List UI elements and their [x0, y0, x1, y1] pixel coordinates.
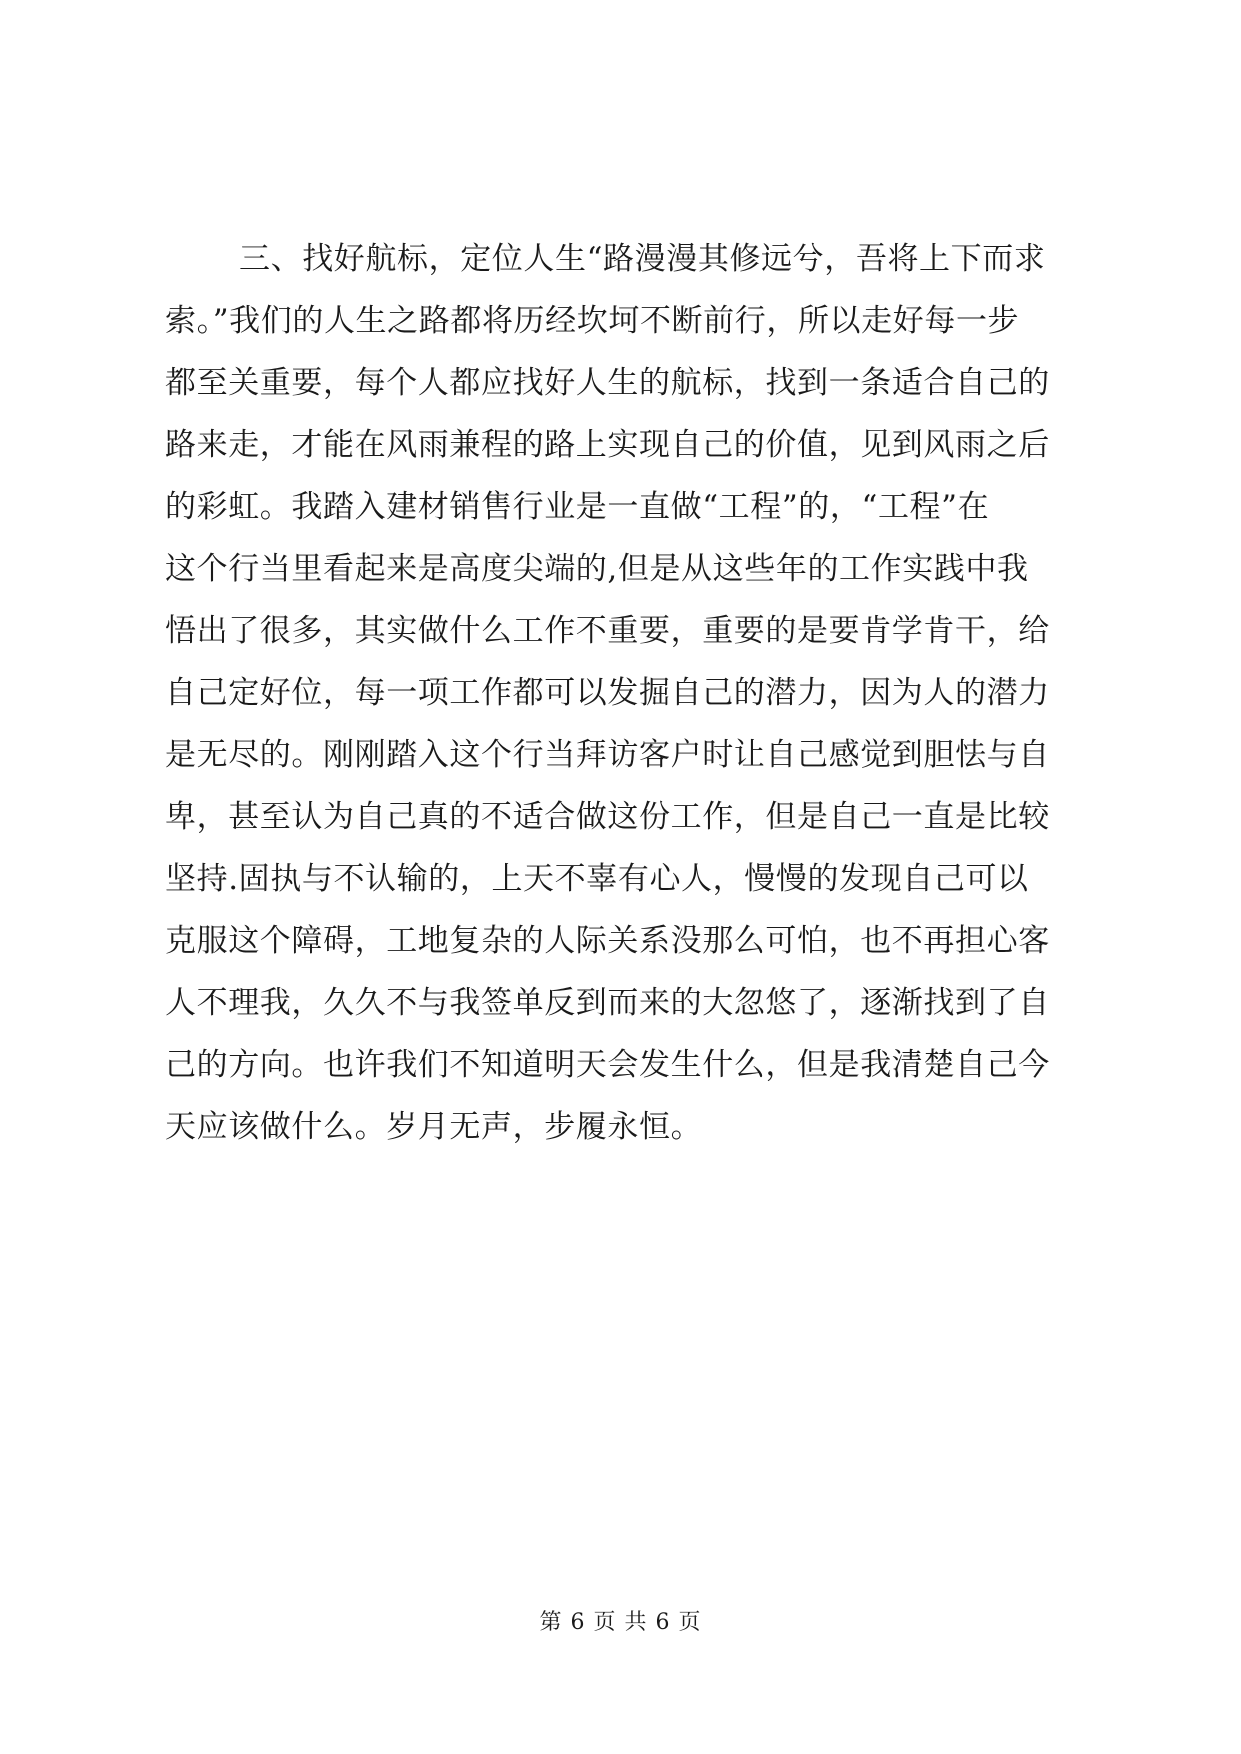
body-paragraph — [165, 228, 1078, 1158]
paragraph-line: 自己定好位，每一项工作都可以发掘自己的潜力，因为人的潜力 — [165, 675, 1050, 711]
paragraph-line: 己的方向。也许我们不知道明天会发生什么，但是我清楚自己今 — [165, 1047, 1050, 1083]
paragraph-line: 是无尽的。刚刚踏入这个行当拜访客户时让自己感觉到胆怯与自 — [165, 737, 1050, 773]
paragraph-line: 三、找好航标，定位人生“路漫漫其修远兮，吾将上下而求 — [239, 241, 1046, 277]
paragraph-line: 坚持.固执与不认输的，上天不辜有心人，慢慢的发现自己可以 — [165, 861, 1029, 897]
page-number-footer: 第 6 页 共 6 页 — [539, 1610, 702, 1635]
paragraph-line: 天应该做什么。岁月无声，步履永恒。 — [165, 1109, 703, 1145]
paragraph-line: 都至关重要，每个人都应找好人生的航标，找到一条适合自己的 — [165, 365, 1050, 401]
paragraph-line: 这个行当里看起来是高度尖端的,但是从这些年的工作实践中我 — [165, 551, 1029, 587]
paragraph-line: 悟出了很多，其实做什么工作不重要，重要的是要肯学肯干，给 — [165, 613, 1050, 649]
paragraph-line: 路来走，才能在风雨兼程的路上实现自己的价值，见到风雨之后 — [165, 427, 1050, 463]
paragraph-line: 人不理我，久久不与我签单反到而来的大忽悠了，逐渐找到了自 — [165, 985, 1050, 1021]
paragraph-line: 克服这个障碍，工地复杂的人际关系没那么可怕，也不再担心客 — [165, 923, 1050, 959]
paragraph-line: 索。”我们的人生之路都将历经坎坷不断前行，所以走好每一步 — [165, 303, 1020, 339]
paragraph-line: 的彩虹。我踏入建材销售行业是一直做“工程”的，“工程”在 — [165, 489, 990, 525]
paragraph-line: 卑，甚至认为自己真的不适合做这份工作，但是自己一直是比较 — [165, 799, 1050, 835]
